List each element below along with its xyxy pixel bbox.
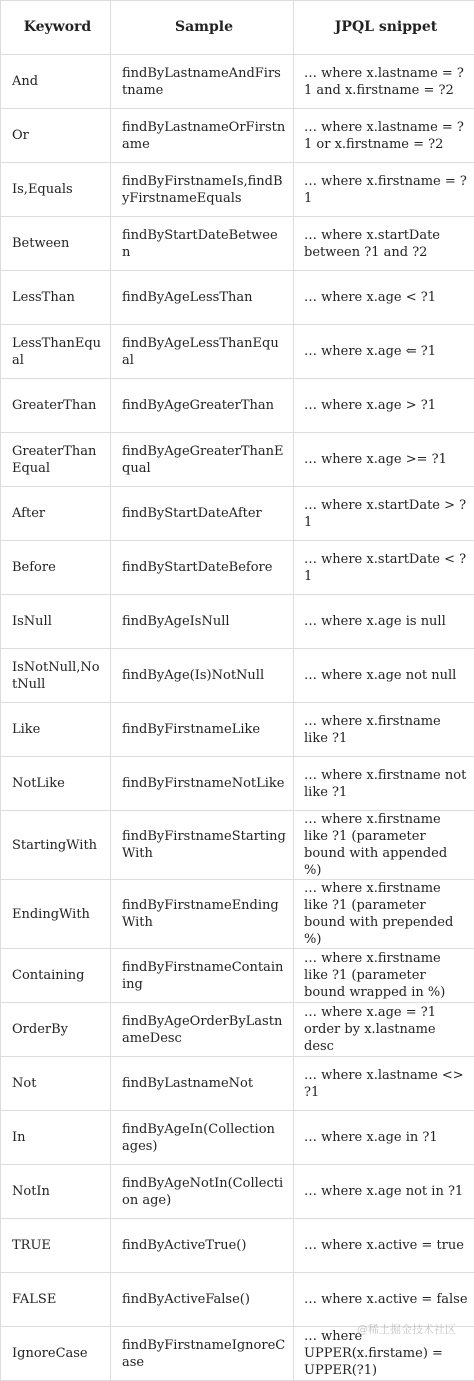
sample-cell: findByStartDateAfter <box>111 487 294 541</box>
table-row <box>1 1003 474 1057</box>
jpql-cell: … where x.firstname like ?1 (parameter bound wrapped in %) <box>294 949 474 1003</box>
jpql-cell: … where x.age ⇐ ?1 <box>294 325 474 379</box>
keyword-cell: TRUE <box>1 1219 111 1273</box>
keyword-cell: NotLike <box>1 757 111 811</box>
table-row <box>1 1165 474 1219</box>
sample-cell: findByFirstnameIs,findByFirstnameEquals <box>111 163 294 217</box>
keyword-cell: Is,Equals <box>1 163 111 217</box>
jpql-cell: … where x.startDate between ?1 and ?2 <box>294 217 474 271</box>
keyword-cell: IsNull <box>1 595 111 649</box>
sample-cell: findByAgeLessThan <box>111 271 294 325</box>
sample-cell: findByLastnameNot <box>111 1057 294 1111</box>
table-row <box>1 811 474 880</box>
table-row <box>1 163 474 217</box>
sample-cell: findByAgeGreaterThanEqual <box>111 433 294 487</box>
table-row <box>1 217 474 271</box>
sample-cell: findByFirstnameNotLike <box>111 757 294 811</box>
keyword-cell: LessThanEqual <box>1 325 111 379</box>
keyword-cell: EndingWith <box>1 880 111 949</box>
jpql-cell: … where x.startDate > ?1 <box>294 487 474 541</box>
table-row <box>1 541 474 595</box>
jpql-cell: … where x.age < ?1 <box>294 271 474 325</box>
table-row <box>1 109 474 163</box>
table-row <box>1 649 474 703</box>
keyword-cell: Before <box>1 541 111 595</box>
jpql-cell: … where x.age not null <box>294 649 474 703</box>
table-row <box>1 1219 474 1273</box>
jpql-cell: … where x.firstname like ?1 <box>294 703 474 757</box>
jpql-cell: … where UPPER(x.firstame) = UPPER(?1) <box>294 1327 474 1381</box>
table-row <box>1 703 474 757</box>
table-row <box>1 1057 474 1111</box>
keyword-cell: Containing <box>1 949 111 1003</box>
keyword-cell: StartingWith <box>1 811 111 880</box>
table-row <box>1 325 474 379</box>
sample-cell: findByFirstnameStartingWith <box>111 811 294 880</box>
sample-cell: findByAgeLessThanEqual <box>111 325 294 379</box>
keyword-cell: Not <box>1 1057 111 1111</box>
keyword-cell: Like <box>1 703 111 757</box>
keyword-cell: NotIn <box>1 1165 111 1219</box>
sample-cell: findByLastnameOrFirstname <box>111 109 294 163</box>
table-row <box>1 271 474 325</box>
sample-cell: findByFirstnameContaining <box>111 949 294 1003</box>
jpql-cell: … where x.firstname not like ?1 <box>294 757 474 811</box>
jpql-cell: … where x.lastname = ?1 or x.firstname = ?2 <box>294 109 474 163</box>
jpql-cell: … where x.age >= ?1 <box>294 433 474 487</box>
sample-cell: findByAgeNotIn(Collection age) <box>111 1165 294 1219</box>
jpql-cell: … where x.active = false <box>294 1273 474 1327</box>
keyword-cell: GreaterThanEqual <box>1 433 111 487</box>
jpql-cell: … where x.age not in ?1 <box>294 1165 474 1219</box>
table-row <box>1 379 474 433</box>
sample-cell: findByAgeIsNull <box>111 595 294 649</box>
jpql-cell: … where x.lastname = ?1 and x.firstname = ?2 <box>294 55 474 109</box>
sample-cell: findByAgeOrderByLastnameDesc <box>111 1003 294 1057</box>
jpql-cell: … where x.age > ?1 <box>294 379 474 433</box>
keyword-cell: OrderBy <box>1 1003 111 1057</box>
jpql-cell: … where x.age = ?1 order by x.lastname desc <box>294 1003 474 1057</box>
sample-cell: findByFirstnameEndingWith <box>111 880 294 949</box>
table-body <box>1 55 474 1381</box>
jpql-cell: … where x.firstname = ?1 <box>294 163 474 217</box>
sample-cell: findByAgeIn(Collection ages) <box>111 1111 294 1165</box>
sample-cell: findByActiveFalse() <box>111 1273 294 1327</box>
header-row <box>1 1 474 55</box>
header-jpql-snippet: JPQL snippet <box>294 1 474 55</box>
jpql-cell: … where x.age is null <box>294 595 474 649</box>
table-row <box>1 487 474 541</box>
sample-cell: findByActiveTrue() <box>111 1219 294 1273</box>
jpql-cell: … where x.lastname <> ?1 <box>294 1057 474 1111</box>
header-sample: Sample <box>111 1 294 55</box>
keyword-cell: FALSE <box>1 1273 111 1327</box>
keyword-cell: LessThan <box>1 271 111 325</box>
table-row <box>1 55 474 109</box>
table-row <box>1 880 474 949</box>
sample-cell: findByFirstnameIgnoreCase <box>111 1327 294 1381</box>
keyword-cell: IsNotNull,NotNull <box>1 649 111 703</box>
sample-cell: findByStartDateBefore <box>111 541 294 595</box>
keyword-cell: IgnoreCase <box>1 1327 111 1381</box>
watermark: @稀土掘金技术社区 <box>357 1321 456 1337</box>
jpql-cell: … where x.firstname like ?1 (parameter bound with appended %) <box>294 811 474 880</box>
jpql-cell: … where x.active = true <box>294 1219 474 1273</box>
header-keyword: Keyword <box>1 1 111 55</box>
jpql-cell: … where x.age in ?1 <box>294 1111 474 1165</box>
keyword-cell: GreaterThan <box>1 379 111 433</box>
table-row <box>1 1273 474 1327</box>
sample-cell: findByAgeGreaterThan <box>111 379 294 433</box>
keyword-cell: After <box>1 487 111 541</box>
sample-cell: findByAge(Is)NotNull <box>111 649 294 703</box>
keyword-cell: Between <box>1 217 111 271</box>
table-row <box>1 1327 474 1381</box>
table-row <box>1 757 474 811</box>
jpql-cell: … where x.firstname like ?1 (parameter bound with prepended %) <box>294 880 474 949</box>
table-row <box>1 595 474 649</box>
sample-cell: findByLastnameAndFirstname <box>111 55 294 109</box>
table-row <box>1 433 474 487</box>
sample-cell: findByStartDateBetween <box>111 217 294 271</box>
keyword-cell: Or <box>1 109 111 163</box>
table-row <box>1 949 474 1003</box>
sample-cell: findByFirstnameLike <box>111 703 294 757</box>
keyword-cell: In <box>1 1111 111 1165</box>
table-row <box>1 1111 474 1165</box>
jpql-cell: … where x.startDate < ?1 <box>294 541 474 595</box>
keyword-cell: And <box>1 55 111 109</box>
